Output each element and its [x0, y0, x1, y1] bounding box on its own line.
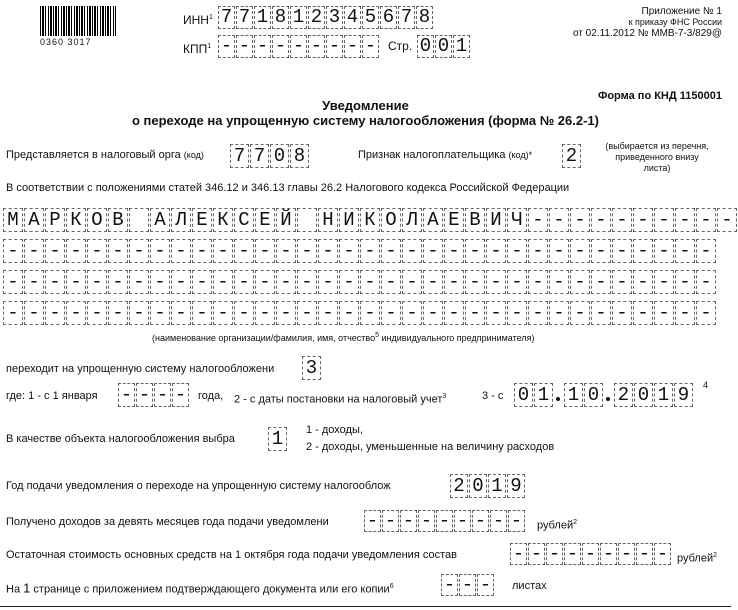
char-cell: - [612, 301, 632, 325]
char-cell: - [318, 301, 338, 325]
name-row-3[interactable] [3, 270, 717, 294]
taxpayer-sign-label: Признак налогоплательщика (код)* [358, 149, 533, 161]
char-cell: - [444, 239, 464, 263]
char-cell: - [24, 301, 44, 325]
char-cell: - [444, 270, 464, 294]
char-cell: - [696, 301, 716, 325]
char-cell: А [24, 208, 44, 232]
char-cell: Н [318, 208, 338, 232]
char-cell: К [213, 208, 233, 232]
char-cell: - [150, 239, 170, 263]
form-code: Форма по КНД 1150001 [597, 90, 722, 102]
char-cell: 7 [398, 6, 415, 29]
char-cell: - [339, 239, 359, 263]
char-cell: - [118, 383, 135, 407]
char-cell: - [45, 301, 65, 325]
char-cell: - [154, 383, 171, 407]
object-option-1: 1 - доходы, [306, 424, 363, 436]
char-cell: - [234, 301, 254, 325]
char-cell: - [465, 270, 485, 294]
char-cell: 1 [453, 35, 470, 58]
char-cell: 3 [302, 356, 321, 380]
char-cell: - [591, 301, 611, 325]
object-label: В качестве объекта налогообложения выбра [6, 433, 235, 445]
year-suffix: года, [198, 390, 224, 402]
date-year-field[interactable] [614, 383, 694, 407]
residual-label: Остаточная стоимость основных средств на 1 октября года подачи уведомления состав [6, 549, 457, 561]
char-cell: - [150, 301, 170, 325]
char-cell: 4 [344, 6, 361, 29]
char-cell [297, 208, 317, 232]
char-cell: - [490, 510, 507, 532]
char-cell: - [633, 208, 653, 232]
char-cell: - [465, 239, 485, 263]
char-cell: И [339, 208, 359, 232]
char-cell: - [24, 239, 44, 263]
kpp-field[interactable] [218, 35, 380, 58]
pages-suffix: листах [512, 580, 547, 592]
inn-field[interactable] [218, 6, 434, 29]
form-title [0, 98, 731, 128]
char-cell: - [108, 270, 128, 294]
char-cell: 8 [272, 6, 289, 29]
char-cell: - [213, 301, 233, 325]
filing-year-label: Год подачи уведомления о переходе на упрощенную систему налогооблож [6, 480, 391, 492]
char-cell: 7 [250, 144, 269, 168]
object-value-field[interactable] [268, 427, 288, 451]
transition-value-field[interactable] [302, 356, 322, 380]
char-cell: - [549, 270, 569, 294]
char-cell: 0 [469, 474, 487, 498]
char-cell: - [618, 543, 635, 565]
char-cell: 0 [417, 35, 434, 58]
char-cell: 1 [534, 383, 553, 407]
char-cell: 1 [564, 383, 583, 407]
date-dot-1 [556, 397, 560, 401]
title-line-1: Уведомление [322, 98, 409, 113]
char-cell: - [402, 270, 422, 294]
bottom-rule [0, 606, 731, 607]
char-cell: - [339, 301, 359, 325]
char-cell: - [612, 239, 632, 263]
char-cell: - [528, 208, 548, 232]
char-cell: - [528, 239, 548, 263]
char-cell: 1 [488, 474, 506, 498]
char-cell: - [402, 239, 422, 263]
name-row-1[interactable] [3, 208, 738, 232]
char-cell: - [696, 208, 716, 232]
char-cell: - [213, 270, 233, 294]
char-cell: - [172, 383, 189, 407]
char-cell: - [297, 239, 317, 263]
char-cell: Ч [507, 208, 527, 232]
char-cell: - [318, 270, 338, 294]
char-cell: В [465, 208, 485, 232]
char-cell: - [66, 239, 86, 263]
char-cell: - [344, 35, 361, 58]
char-cell: - [236, 35, 253, 58]
char-cell: - [87, 270, 107, 294]
char-cell: - [171, 301, 191, 325]
char-cell: - [45, 270, 65, 294]
char-cell [129, 208, 149, 232]
page-label: Стр. [388, 39, 413, 53]
char-cell: - [600, 543, 617, 565]
char-cell: 1 [654, 383, 673, 407]
char-cell: - [612, 270, 632, 294]
char-cell: 7 [230, 144, 249, 168]
option1-label: где: 1 - с 1 января [6, 390, 98, 402]
filing-year-field[interactable] [450, 474, 526, 498]
char-cell: - [633, 270, 653, 294]
char-cell: - [654, 208, 674, 232]
char-cell: - [192, 301, 212, 325]
char-cell: - [3, 270, 23, 294]
char-cell: 0 [634, 383, 653, 407]
char-cell: 8 [416, 6, 433, 29]
char-cell: - [570, 270, 590, 294]
char-cell: - [234, 239, 254, 263]
char-cell: - [255, 239, 275, 263]
char-cell: О [87, 208, 107, 232]
residual-field[interactable] [510, 543, 672, 565]
date-dot-2 [606, 397, 610, 401]
char-cell: - [570, 208, 590, 232]
char-cell: - [510, 543, 527, 565]
char-cell: 6 [380, 6, 397, 29]
taxpayer-sign-note: (выбирается из перечня, приведенного внизу листа) [605, 141, 709, 173]
char-cell: - [108, 301, 128, 325]
char-cell: - [360, 270, 380, 294]
char-cell: 0 [435, 35, 452, 58]
char-cell: С [234, 208, 254, 232]
char-cell: - [276, 270, 296, 294]
char-cell: 0 [584, 383, 603, 407]
char-cell: Й [276, 208, 296, 232]
char-cell: - [507, 239, 527, 263]
char-cell: И [486, 208, 506, 232]
char-cell: - [591, 270, 611, 294]
char-cell: О [381, 208, 401, 232]
char-cell: - [360, 239, 380, 263]
char-cell: - [3, 239, 23, 263]
char-cell: - [192, 239, 212, 263]
char-cell: - [129, 270, 149, 294]
char-cell: 3 [326, 6, 343, 29]
char-cell: 2 [562, 144, 581, 168]
appendix-note: Приложение № 1 к приказу ФНС России от 02.11.2012 № ММВ-7-3/829@ [572, 6, 722, 39]
char-cell: - [472, 510, 489, 532]
char-cell: - [400, 510, 417, 532]
char-cell: - [444, 301, 464, 325]
char-cell: - [290, 35, 307, 58]
char-cell: - [276, 301, 296, 325]
name-caption: (наименование организации/фамилия, имя, отчество$^5$ индивидуального предпринимателя) [152, 332, 535, 343]
char-cell: - [477, 574, 494, 596]
char-cell: - [507, 270, 527, 294]
char-cell: - [136, 383, 153, 407]
char-cell: - [591, 239, 611, 263]
char-cell: 9 [507, 474, 525, 498]
char-cell: - [3, 301, 23, 325]
char-cell: - [364, 510, 381, 532]
char-cell: - [255, 301, 275, 325]
char-cell: - [570, 239, 590, 263]
char-cell: - [297, 270, 317, 294]
char-cell: М [3, 208, 23, 232]
char-cell: - [528, 270, 548, 294]
char-cell: - [423, 301, 443, 325]
char-cell: - [171, 239, 191, 263]
char-cell: - [717, 208, 737, 232]
char-cell: - [654, 301, 674, 325]
pages-label: На 1 странице с приложением подтверждающего документа или его копии$^6$ [6, 580, 394, 596]
char-cell: - [486, 239, 506, 263]
name-row-4[interactable] [3, 301, 717, 325]
char-cell: - [633, 301, 653, 325]
char-cell: - [418, 510, 435, 532]
char-cell: - [66, 301, 86, 325]
char-cell: 1 [254, 6, 271, 29]
char-cell: 1 [290, 6, 307, 29]
char-cell: 2 [614, 383, 633, 407]
char-cell: - [213, 239, 233, 263]
income-label: Получено доходов за девять месяцев года подачи уведомлени [6, 516, 329, 528]
taxpayer-sign-field[interactable] [562, 144, 582, 168]
day-field[interactable] [514, 383, 554, 407]
option3-label: 3 - с [482, 390, 504, 402]
char-cell: - [108, 239, 128, 263]
accordance-text: В соответствии с положениями статей 346.12 и 346.13 главы 26.2 Налогового кодекса Российской Федерации [6, 182, 570, 194]
char-cell: Л [171, 208, 191, 232]
char-cell: - [696, 270, 716, 294]
char-cell: Е [444, 208, 464, 232]
char-cell: - [254, 35, 271, 58]
char-cell: - [87, 301, 107, 325]
title-line-2: о переходе на упрощенную систему налогообложения (форма № 26.2-1) [131, 113, 599, 128]
char-cell: 5 [362, 6, 379, 29]
object-option-2: 2 - доходы, уменьшенные на величину расходов [306, 441, 555, 453]
char-cell: - [507, 301, 527, 325]
char-cell: - [564, 543, 581, 565]
char-cell: - [276, 239, 296, 263]
char-cell: - [654, 543, 671, 565]
char-cell: - [129, 301, 149, 325]
pages-field[interactable] [441, 574, 495, 596]
char-cell: - [675, 208, 695, 232]
transition-label: переходит на упрощенную систему налогообложени [6, 363, 275, 375]
char-cell: - [272, 35, 289, 58]
income-unit: рублей$^2$ [537, 519, 578, 532]
name-row-2[interactable] [3, 239, 717, 263]
barcode-number: 0360 3017 [40, 37, 92, 47]
char-cell: - [362, 35, 379, 58]
char-cell: 1 [268, 427, 287, 451]
char-cell: - [308, 35, 325, 58]
char-cell: - [360, 301, 380, 325]
char-cell: - [528, 301, 548, 325]
char-cell: - [633, 239, 653, 263]
char-cell: - [486, 301, 506, 325]
char-cell: - [326, 35, 343, 58]
char-cell: - [454, 510, 471, 532]
char-cell: - [339, 270, 359, 294]
char-cell: 2 [450, 474, 468, 498]
char-cell: К [360, 208, 380, 232]
char-cell: В [108, 208, 128, 232]
char-cell: - [297, 301, 317, 325]
income-field[interactable] [364, 510, 526, 532]
char-cell: 7 [236, 6, 253, 29]
char-cell: - [402, 301, 422, 325]
char-cell: - [192, 270, 212, 294]
char-cell: Е [192, 208, 212, 232]
char-cell: - [654, 270, 674, 294]
char-cell: - [423, 239, 443, 263]
char-cell: - [654, 239, 674, 263]
char-cell: - [612, 208, 632, 232]
kpp-label: КПП$^1$ [183, 42, 212, 56]
char-cell: 7 [218, 6, 235, 29]
char-cell: - [441, 574, 458, 596]
page-field[interactable] [417, 35, 471, 58]
inn-label: ИНН$^1$ [183, 13, 213, 27]
tax-org-code-field[interactable] [230, 144, 310, 168]
barcode [40, 6, 116, 36]
char-cell: - [381, 239, 401, 263]
char-cell: - [66, 270, 86, 294]
char-cell: - [87, 239, 107, 263]
char-cell: - [675, 270, 695, 294]
char-cell: - [582, 543, 599, 565]
char-cell: - [218, 35, 235, 58]
char-cell: - [150, 270, 170, 294]
month-field[interactable] [564, 383, 604, 407]
char-cell: Е [255, 208, 275, 232]
char-cell: - [436, 510, 453, 532]
char-cell: - [696, 239, 716, 263]
char-cell: - [171, 270, 191, 294]
char-cell: - [549, 239, 569, 263]
char-cell: 8 [290, 144, 309, 168]
char-cell: - [255, 270, 275, 294]
char-cell: 9 [674, 383, 693, 407]
char-cell: - [459, 574, 476, 596]
char-cell: - [675, 239, 695, 263]
char-cell: - [129, 239, 149, 263]
char-cell: К [66, 208, 86, 232]
char-cell: - [549, 301, 569, 325]
char-cell: - [570, 301, 590, 325]
residual-unit: рублей$^2$ [677, 552, 718, 565]
char-cell: - [465, 301, 485, 325]
char-cell: - [549, 208, 569, 232]
char-cell: Л [402, 208, 422, 232]
char-cell: - [508, 510, 525, 532]
char-cell: - [234, 270, 254, 294]
char-cell: - [528, 543, 545, 565]
char-cell: - [546, 543, 563, 565]
char-cell: - [24, 270, 44, 294]
char-cell: Р [45, 208, 65, 232]
char-cell: - [636, 543, 653, 565]
char-cell: А [150, 208, 170, 232]
char-cell: 0 [270, 144, 289, 168]
char-cell: - [486, 270, 506, 294]
char-cell: 2 [308, 6, 325, 29]
char-cell: - [382, 510, 399, 532]
option2-label: 2 - с даты постановки на налоговый учет$^3$ [234, 393, 447, 406]
char-cell: - [591, 208, 611, 232]
char-cell: - [381, 270, 401, 294]
date-sup: 4 [703, 380, 709, 390]
year-field[interactable] [118, 383, 190, 407]
char-cell: 0 [514, 383, 533, 407]
char-cell: - [423, 270, 443, 294]
char-cell: - [318, 239, 338, 263]
char-cell: - [381, 301, 401, 325]
char-cell: - [675, 301, 695, 325]
char-cell: А [423, 208, 443, 232]
char-cell: - [45, 239, 65, 263]
tax-org-label: Представляется в налоговый орга (код) [6, 149, 204, 161]
